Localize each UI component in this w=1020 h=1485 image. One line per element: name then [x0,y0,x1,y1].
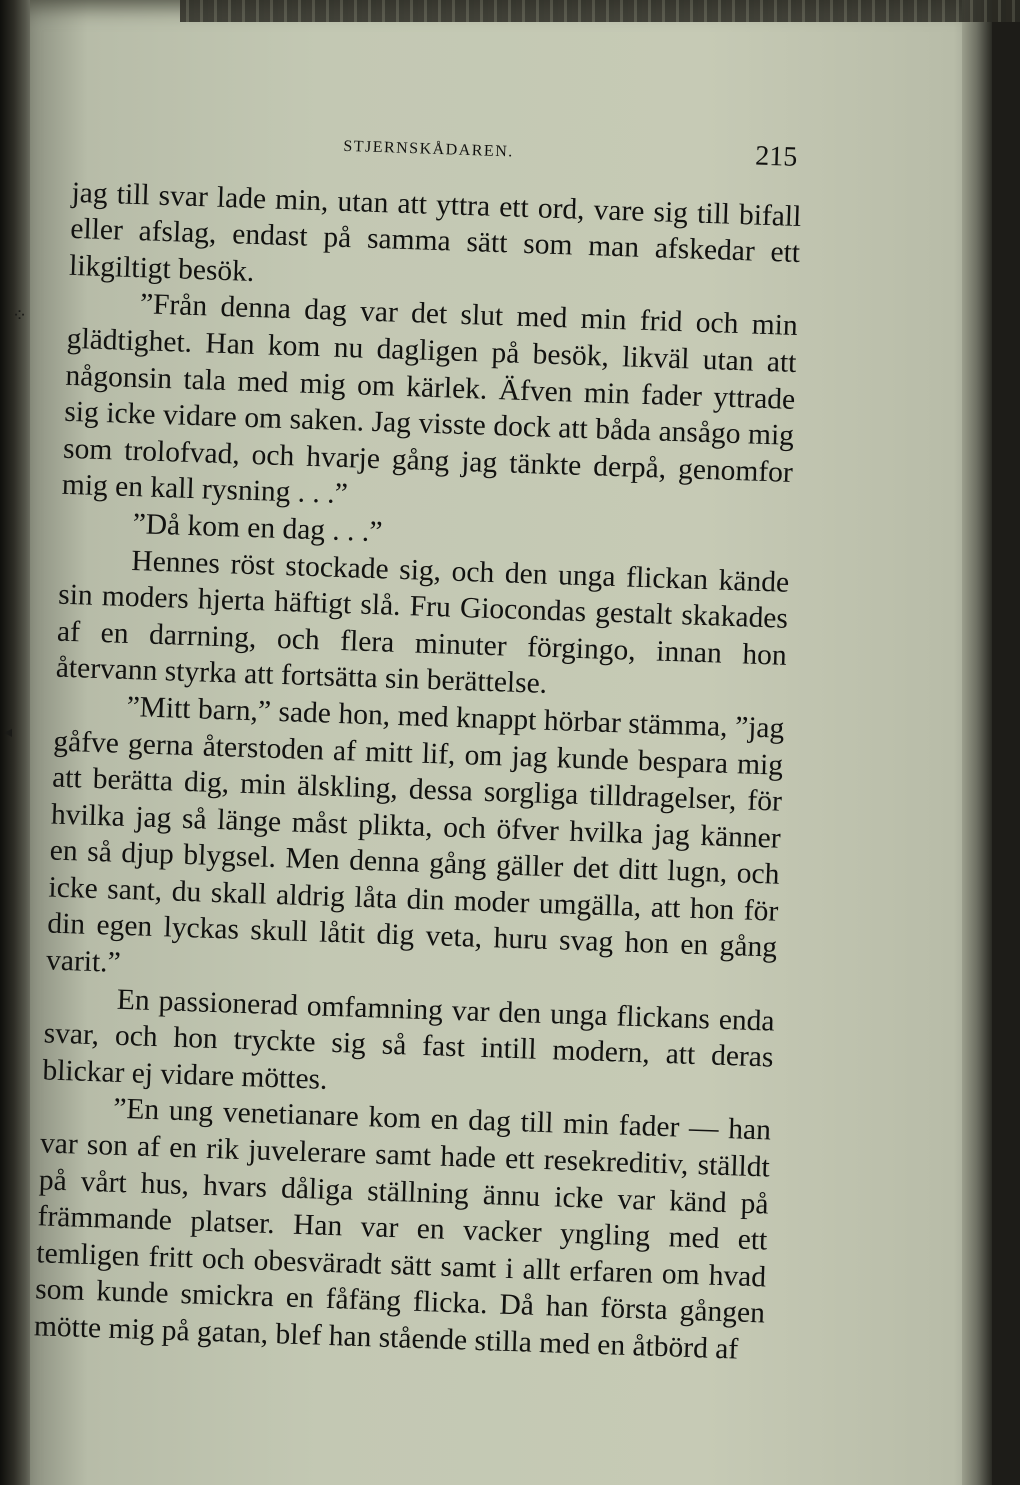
paragraph: ”Då kom en dag . . .” [132,508,383,549]
running-title: STJERNSKÅDAREN. [343,137,515,161]
page-number: 215 [754,140,798,173]
page-edge-shadow [962,0,992,1485]
margin-speck: ⁘ [12,305,28,326]
page-text-block [31,116,804,1439]
paragraph: ”Mitt barn,” sade hon, med knappt hörbar stämma, ”jag gåfve gerna återstoden af mitt lif, om jag kunde bespara mig att berätta dig, min älskling, dessa sorgliga tilldragelser, för hvilka jag så länge måst plikta, och öfver hvilka jag känner en så djup blygsel. Men denna gång gäller det ditt lugn, och icke sant, du skall aldrig låta din moder umgälla, att hon för din egen lyckas skull låtit dig veta, huru svag hon en gång varit.” [45,690,785,979]
body-text [33,174,801,1369]
page-top-edge [180,0,1020,22]
paragraph: ”En ung venetianare kom en dag till min fader — han var son af en rik juvelerare samt hade ett resekreditiv, ställdt på vårt hus, hvars dåliga ställning ännu icke var känd på främmande platser. Han var en vacker yngling med ett temligen fritt och obesväradt sätt samt i allt erfaren om hvad som kunde smickra en fåfäng flicka. Då han första gången mötte mig på gatan, blef han stående stilla med en åtbörd af [33,1093,772,1366]
margin-speck: ◂ [4,722,13,741]
paragraph: ”Från denna dag var det slut med min frid och min glädtighet. Han kom nu dagligen på besök, likväl utan att någonsin tala med mig om kärlek. Äfven min fader yttrade sig icke vidare om saken. Jag visste dock att båda ansågo mig som trolofvad, och hvarje gång jag tänkte derpå, genomfor mig en kall rysning . . .” [61,288,799,511]
paragraph: Hennes röst stockade sig, och den unga flickan kände sin moders hjerta häftigt slå. Fru Giocondas gestalt skakades af en darrning, och flera minuter förgingo, innan hon återvann styrka att fortsätta sin berättelse. [55,544,790,701]
paragraph: En passionerad omfamning var den unga flickans enda svar, och hon tryckte sig så fast intill modern, att deras blickar ej vidare möttes. [42,983,776,1096]
paragraph: jag till svar lade min, utan att yttra ett ord, vare sig till bifall eller afslag, endast på samma sätt som man afskedar ett likgiltigt besök. [68,176,802,288]
book-spine-shadow [0,0,34,1485]
